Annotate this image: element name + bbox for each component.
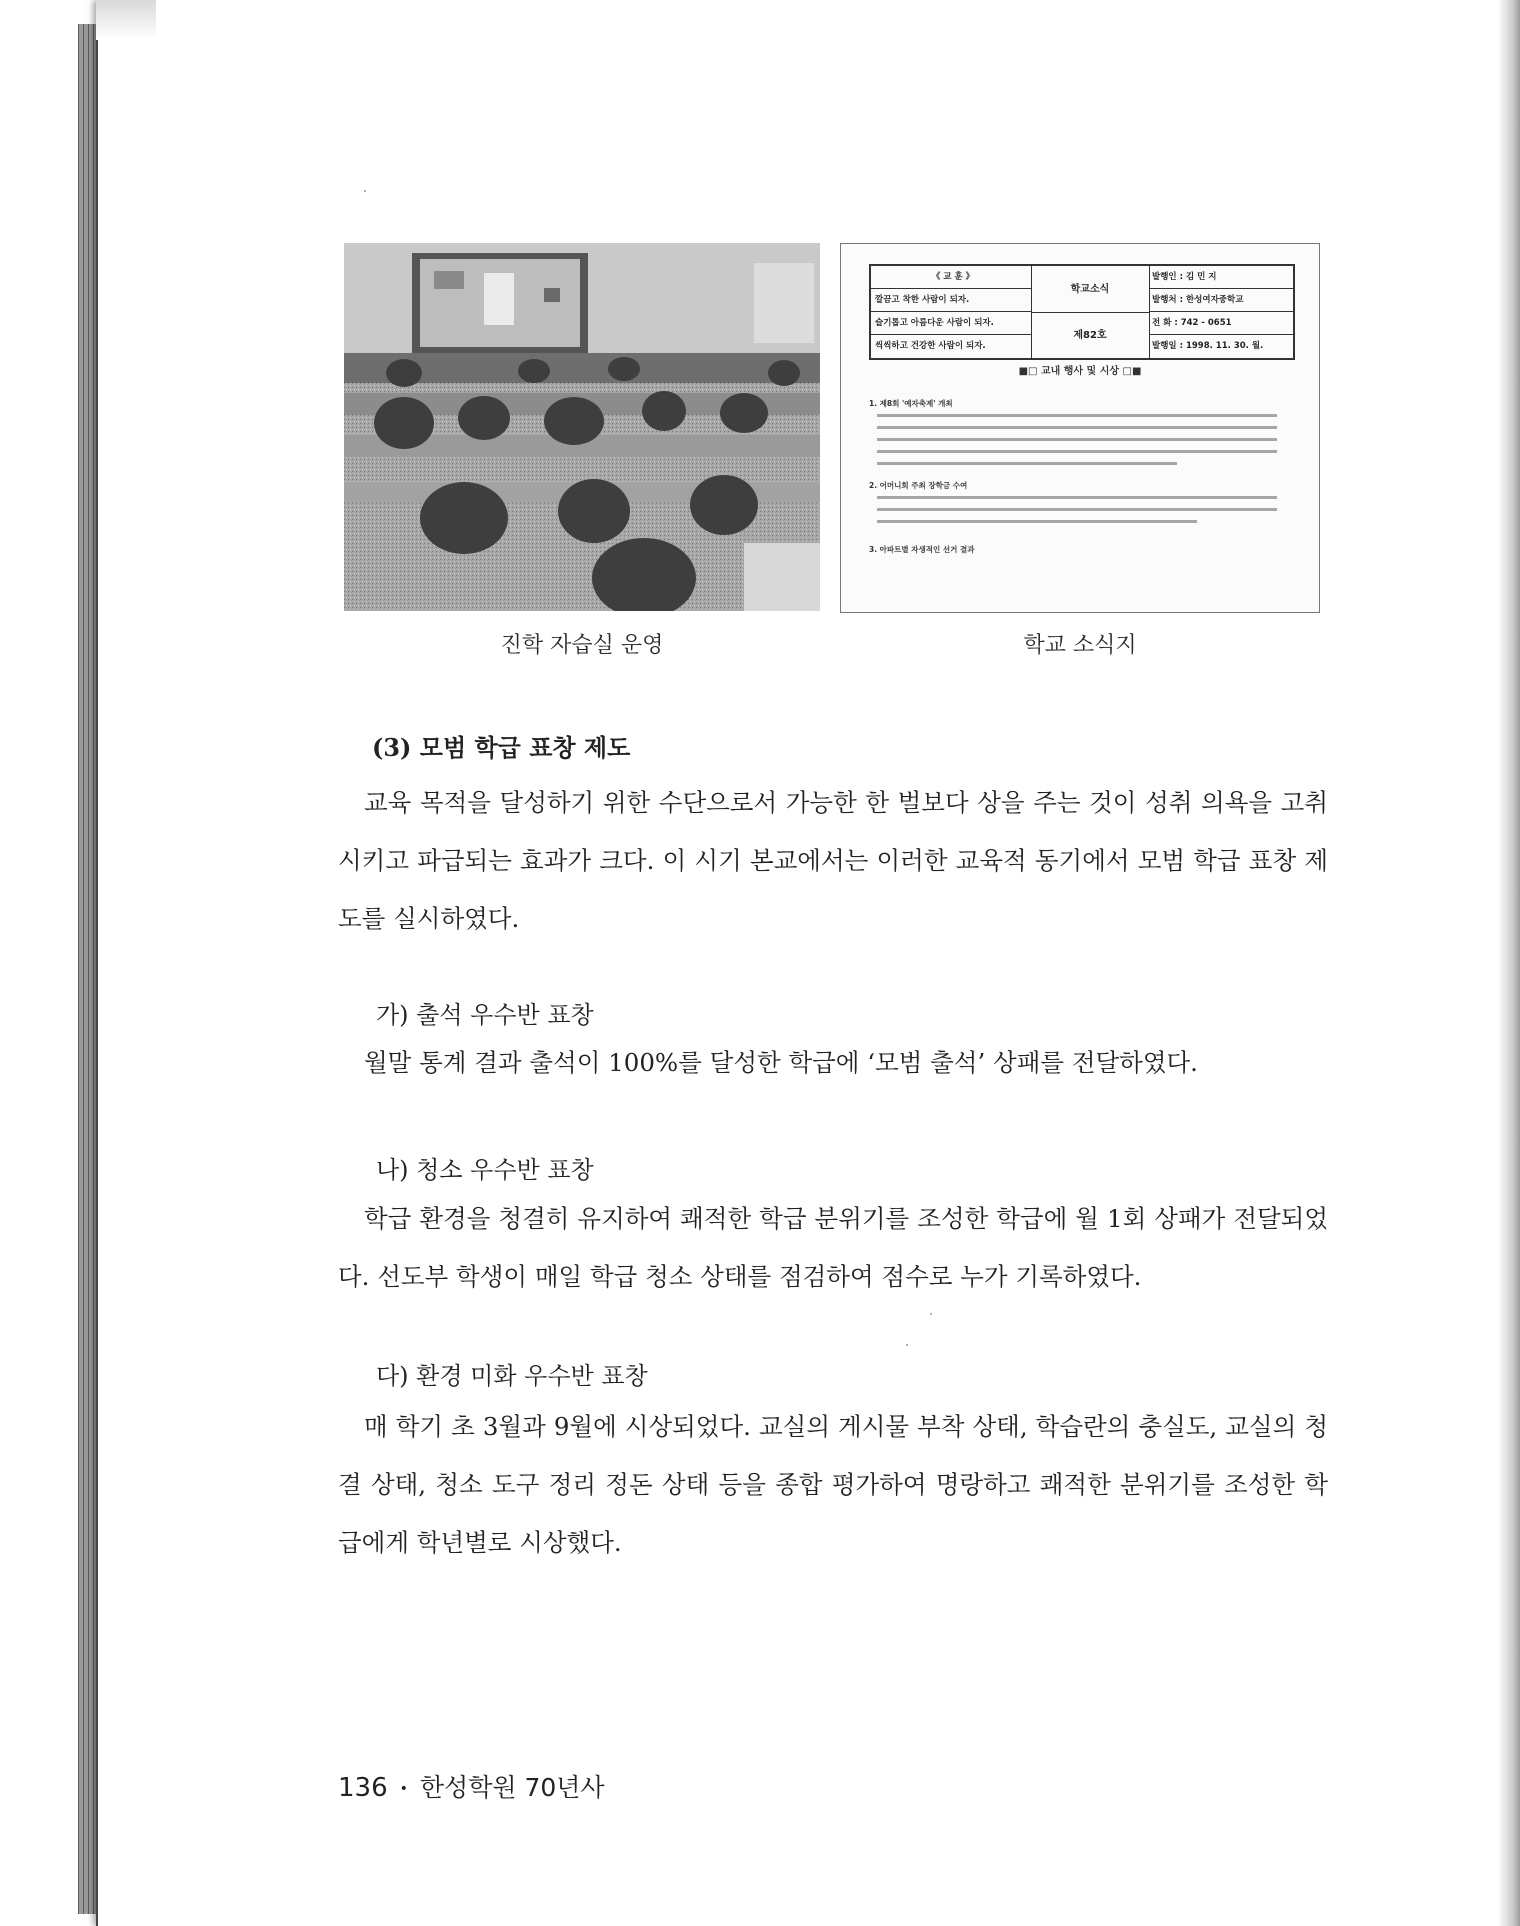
page-number: 136 [338, 1773, 388, 1803]
award-label: 나) 청소 우수반 표창 [376, 1156, 594, 1184]
newsletter-text-line [877, 520, 1197, 523]
motto-line: 슬기롭고 아름다운 사람이 되자. [871, 312, 1031, 335]
newsletter-section-heading: 2. 어머니회 주최 장학금 수여 [869, 481, 968, 490]
newsletter-section-heading: 1. 제8회 '예자축제' 개최 [869, 399, 953, 408]
phone: 전 화 : 742 - 0651 [1149, 312, 1293, 335]
newsletter-section-heading: 3. 아파트별 자생적인 선거 결과 [869, 545, 975, 554]
award-paragraph: 매 학기 초 3월과 9월에 시상되었다. 교실의 게시물 부착 상태, 학습란의 충실도, 교실의 청결 상태, 청소 도구 정리 정돈 상태 등을 종합 평가하여 명랑하고 쾌적한 분위기를 조성한 학급에게 학년별로 시상했다. [338, 1412, 1328, 1557]
page-fold-shadow [96, 0, 156, 40]
scan-speck [906, 1344, 908, 1346]
intro-paragraph: 교육 목적을 달성하기 위한 수단으로서 가능한 한 벌보다 상을 주는 것이 성취 의욕을 고취시키고 파급되는 효과가 크다. 이 시기 본교에서는 이러한 교육적 동기에서 모범 학급 표창 제도를 실시하였다. [338, 788, 1328, 933]
award-paragraph: 월말 통계 결과 출석이 100%를 달성한 학급에 ‘모범 출석’ 상패를 전달하였다. [364, 1048, 1198, 1077]
newsletter-text-line [877, 496, 1277, 499]
newsletter-text-line [877, 438, 1277, 441]
page-footer [338, 1768, 605, 1804]
book-title: 한성학원 70년사 [419, 1773, 605, 1802]
school-motto-box [871, 266, 1032, 358]
figure-caption-left: 진학 자습실 운영 [500, 633, 664, 658]
section-intro [338, 774, 1328, 948]
award-body [338, 1190, 1328, 1306]
newsletter-text-line [877, 414, 1277, 417]
motto-title: 《 교 훈 》 [871, 266, 1031, 289]
newsletter-info-box [1149, 266, 1293, 358]
award-paragraph: 학급 환경을 청결히 유지하여 쾌적한 학급 분위기를 조성한 학급에 월 1회 상패가 전달되었다. 선도부 학생이 매일 학급 청소 상태를 점검하여 점수로 누가 기록하였다. [338, 1204, 1328, 1291]
publisher: 발행인 : 김 민 지 [1149, 266, 1293, 289]
newsletter-masthead [869, 264, 1295, 360]
award-body [338, 1034, 1328, 1092]
newsletter-title: 학교소식 [1070, 284, 1110, 295]
newsletter-subtitle: ■□ 교내 행사 및 시상 □■ [1018, 366, 1142, 377]
award-body [338, 1398, 1328, 1572]
school-newsletter-image [840, 243, 1320, 613]
scan-speck [364, 190, 366, 192]
newsletter-title-box [1031, 266, 1150, 358]
newsletter-issue: 제82호 [1073, 330, 1107, 341]
figure-caption-right: 학교 소식지 [1023, 633, 1137, 658]
school-name: 발행처 : 한성여자중학교 [1149, 289, 1293, 312]
study-hall-photo [344, 243, 820, 611]
newsletter-text-line [877, 462, 1177, 465]
award-label: 가) 출석 우수반 표창 [376, 1001, 594, 1029]
scan-speck [930, 1313, 932, 1315]
issue-date: 발행일 : 1998. 11. 30. 월. [1152, 341, 1264, 351]
motto-line: 깔끔고 착한 사람이 되자. [871, 289, 1031, 312]
newsletter-text-line [877, 426, 1277, 429]
motto-line: 씩씩하고 건강한 사람이 되자. [875, 341, 986, 351]
bullet-separator: • [399, 1781, 408, 1797]
newsletter-text-line [877, 450, 1277, 453]
award-label: 다) 환경 미화 우수반 표창 [376, 1362, 648, 1390]
section-heading: (3) 모범 학급 표창 제도 [372, 733, 631, 762]
newsletter-text-line [877, 508, 1277, 511]
page-right-edge-shadow [1498, 0, 1520, 1926]
